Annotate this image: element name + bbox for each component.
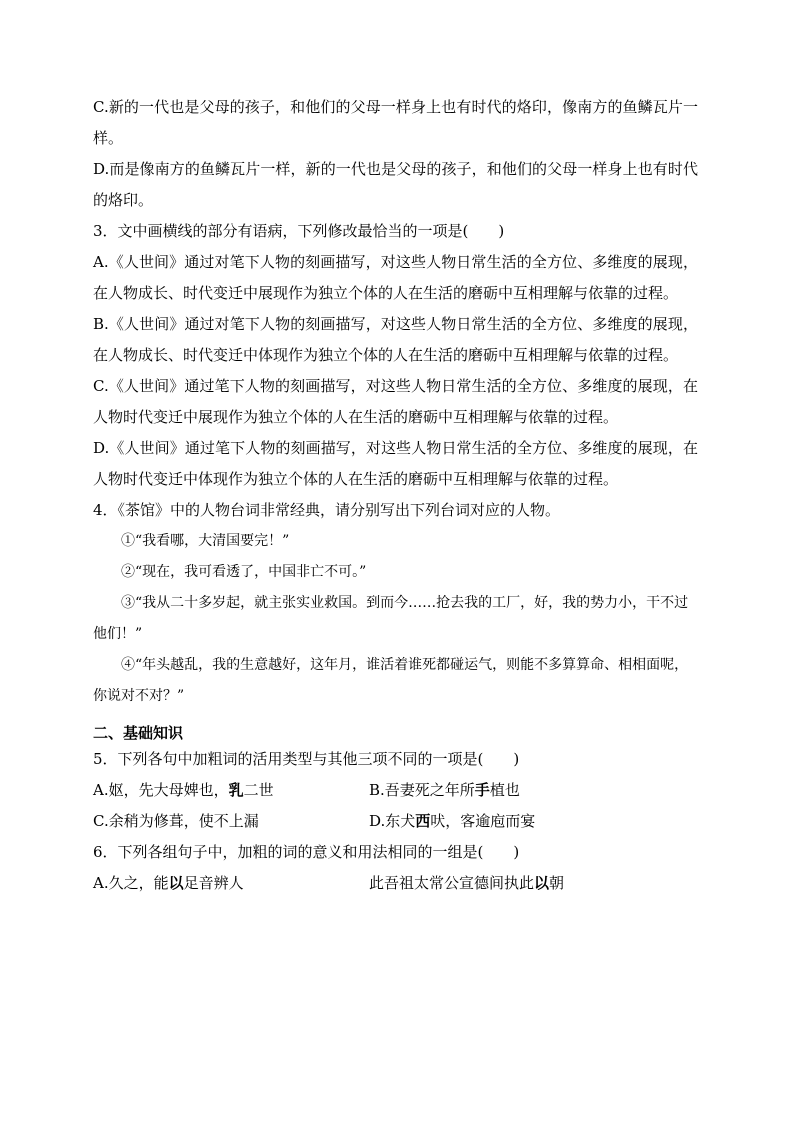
q3-option-d: D.《人世间》通过笔下人物的刻画描写，对这些人物日常生活的全方位、多维度的展现，在人物时代变迁中体现作为独立个体的人在生活的磨砺中互相理解与依靠的过程。 <box>93 439 698 488</box>
q6-options-row-1 <box>93 868 698 899</box>
q5-option-d-bold: 西 <box>415 812 431 830</box>
q5-option-d <box>369 806 698 837</box>
document-content <box>93 92 698 899</box>
q5-option-c <box>93 806 369 837</box>
q6-option-a-left-pre: A.久之，能 <box>93 874 169 892</box>
q6-option-a-left-bold: 以 <box>168 874 184 892</box>
q6-option-a-left <box>93 868 369 899</box>
q6-option-a-left-post: 足音辨人 <box>183 874 244 892</box>
q3-option-b: B.《人世间》通过对笔下人物的刻画描写，对这些人物日常生活的全方位、多维度的展现，在人物成长、时代变迁中体现作为独立个体的人在生活的磨砺中互相理解与依靠的过程。 <box>93 315 698 364</box>
q5-options-row-2 <box>93 806 698 837</box>
q5-option-a-post: 二世 <box>243 781 274 799</box>
q5-option-b <box>369 775 698 806</box>
q5-option-b-post: 植也 <box>489 781 520 799</box>
q4-quote-3: ③“我从二十多岁起，就主张实业救国。到而今……抢去我的工厂，好，我的势力小，干不过他们！” <box>93 595 689 642</box>
q5-option-d-pre: D.东犬 <box>369 812 416 830</box>
q3-stem: 3．文中画横线的部分有语病，下列修改最恰当的一项是( ) <box>93 222 505 240</box>
q4-quote-1: ①“我看哪，大清国要完！” <box>121 533 290 549</box>
q5-option-c-pre: C.余稍为修葺，使不上漏 <box>93 812 259 830</box>
q5-option-a-bold: 乳 <box>228 781 244 799</box>
q4-quote-2: ②“现在，我可看透了，中国非亡不可。” <box>121 564 367 580</box>
q3-option-a: A.《人世间》通过对笔下人物的刻画描写，对这些人物日常生活的全方位、多维度的展现，在人物成长、时代变迁中展现作为独立个体的人在生活的磨砺中互相理解与依靠的过程。 <box>93 253 698 302</box>
section-heading: 二、基础知识 <box>93 724 184 742</box>
q6-option-a-right-bold: 以 <box>534 874 550 892</box>
q3-option-c: C.《人世间》通过笔下人物的刻画描写，对这些人物日常生活的全方位、多维度的展现，在人物时代变迁中展现作为独立个体的人在生活的磨砺中互相理解与依靠的过程。 <box>93 377 698 426</box>
q2-option-c: C.新的一代也是父母的孩子，和他们的父母一样身上也有时代的烙印，像南方的鱼鳞瓦片一样。 <box>93 98 698 147</box>
q4-stem: 4．《茶馆》中的人物台词非常经典，请分别写出下列台词对应的人物。 <box>93 501 561 519</box>
q6-option-a-right-pre: 此吾祖太常公宣德间执此 <box>369 874 535 892</box>
q5-option-a <box>93 775 369 806</box>
q5-options-row-1 <box>93 775 698 806</box>
q5-option-b-pre: B.吾妻死之年所 <box>369 781 475 799</box>
q6-option-a-right <box>369 868 698 899</box>
q5-option-b-bold: 手 <box>474 781 490 799</box>
q5-stem: 5．下列各句中加粗词的活用类型与其他三项不同的一项是( ) <box>93 750 520 768</box>
q6-option-a-right-post: 朝 <box>549 874 565 892</box>
q6-stem: 6．下列各组句子中，加粗的词的意义和用法相同的一组是( ) <box>93 843 520 861</box>
q4-quote-4: ④“年头越乱，我的生意越好，这年月，谁活着谁死都碰运气，则能不多算算命、相相面呢，你说对不对？” <box>93 657 689 704</box>
q5-option-a-pre: A.妪，先大母婢也， <box>93 781 229 799</box>
q2-option-d: D.而是像南方的鱼鳞瓦片一样，新的一代也是父母的孩子，和他们的父母一样身上也有时代的烙印。 <box>93 160 698 209</box>
q5-option-d-post: 吠，客逾庖而宴 <box>430 812 536 830</box>
